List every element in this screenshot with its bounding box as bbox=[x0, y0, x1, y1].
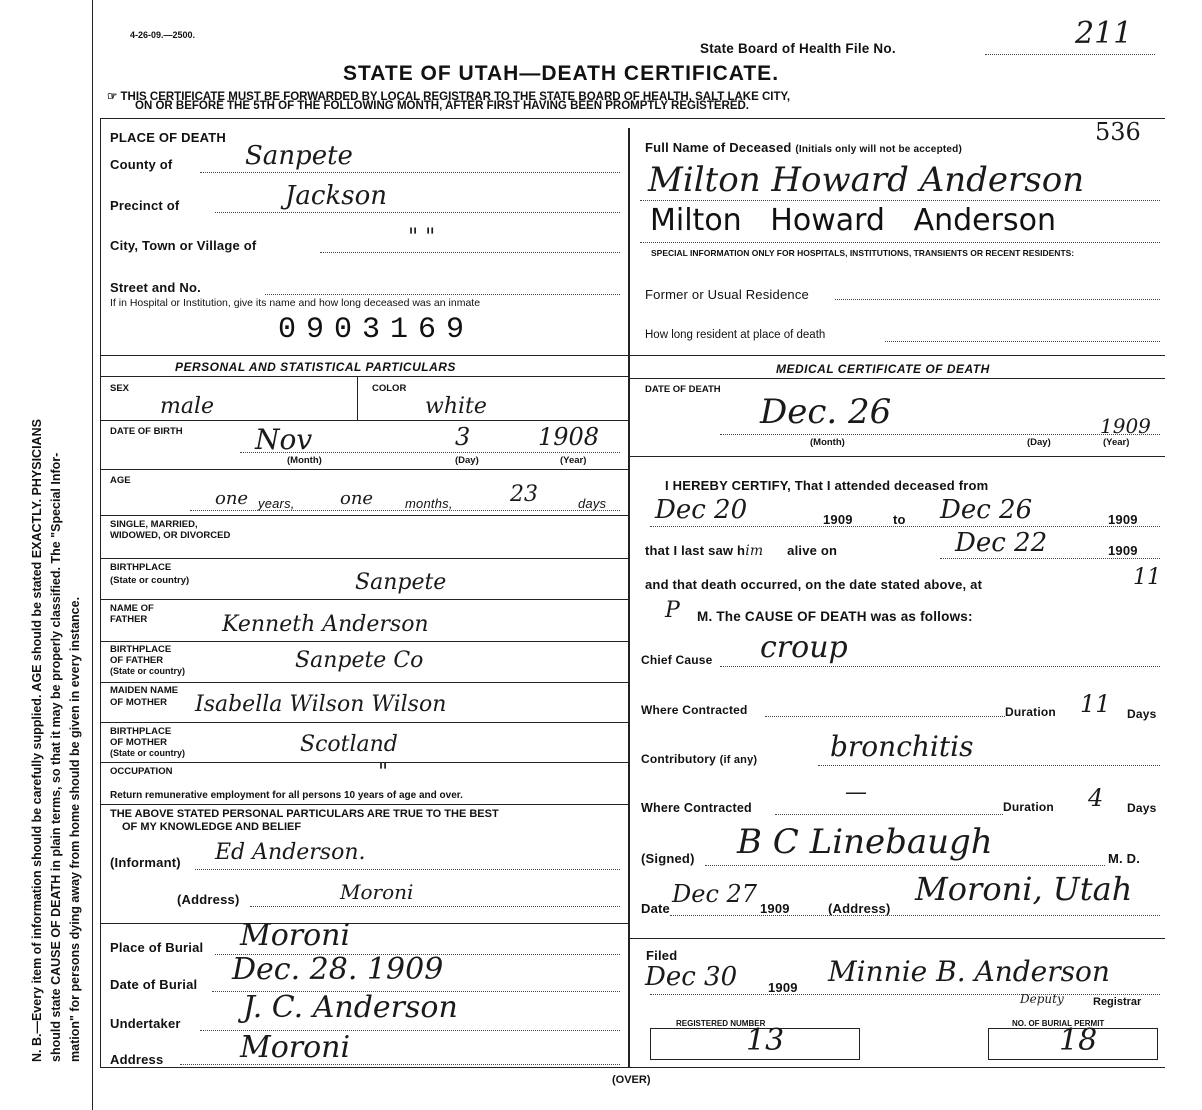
dob-year-label: (Year) bbox=[560, 455, 587, 466]
father-bp-label-3: (State or country) bbox=[110, 666, 186, 676]
contrib-duration-value: 4 bbox=[1088, 784, 1104, 812]
place-of-death-heading: PLACE OF DEATH bbox=[110, 130, 226, 145]
form-top-border bbox=[100, 118, 1165, 119]
sig-date-year: 1909 bbox=[760, 901, 790, 916]
chief-where-label: Where Contracted bbox=[641, 703, 748, 717]
informant-line bbox=[195, 869, 620, 870]
death-month-label: (Month) bbox=[810, 437, 845, 448]
instruction-line-2: ON OR BEFORE THE 5TH OF THE FOLLOWING MONTH, AFTER FIRST HAVING BEEN PROMPTLY REGISTERED. bbox=[135, 100, 749, 112]
informant-address-line bbox=[250, 906, 620, 907]
sig-date-label: Date bbox=[641, 901, 670, 916]
special-info: SPECIAL INFORMATION ONLY FOR HOSPITALS, INSTITUTIONS, TRANSIENTS OR RECENT RESIDENTS: bbox=[651, 248, 1075, 258]
contrib-label-note: (if any) bbox=[719, 754, 758, 766]
color-label: COLOR bbox=[372, 383, 407, 394]
age-line bbox=[190, 510, 620, 511]
occupation-value: " bbox=[378, 760, 389, 785]
age-bottom-line bbox=[100, 515, 628, 516]
mother-name-label-2: OF MOTHER bbox=[110, 697, 167, 708]
marital-bottom-line bbox=[100, 558, 628, 559]
burial-date-label: Date of Burial bbox=[110, 977, 198, 992]
signed-value: B C Linebaugh bbox=[737, 822, 993, 862]
dob-day-label: (Day) bbox=[455, 455, 479, 466]
contrib-where-label: Where Contracted bbox=[641, 801, 752, 815]
death-year: 1909 bbox=[1100, 414, 1151, 438]
side-note-line-3: mation" for persons dying away from home should be given in every instance. bbox=[68, 596, 82, 1062]
attest-line-2: OF MY KNOWLEDGE AND BELIEF bbox=[122, 821, 302, 833]
color-value: white bbox=[425, 394, 487, 419]
burial-place-value: Moroni bbox=[240, 918, 351, 953]
file-number: 211 bbox=[1075, 16, 1133, 51]
registrar-name: Minnie B. Anderson bbox=[828, 955, 1110, 988]
informant-value: Ed Anderson. bbox=[215, 840, 366, 865]
personal-top-line bbox=[100, 355, 628, 356]
inmate-note: If in Hospital or Institution, give its name and how long deceased was an inmate bbox=[110, 297, 481, 309]
marital-label-2: WIDOWED, OR DIVORCED bbox=[110, 530, 231, 541]
birthplace-label: BIRTHPLACE bbox=[110, 562, 172, 573]
father-bp-label-1: BIRTHPLACE bbox=[110, 644, 172, 655]
mother-bp-bottom-line bbox=[100, 762, 628, 763]
mother-name-bottom-line bbox=[100, 722, 628, 723]
sig-date-value: Dec 27 bbox=[672, 880, 758, 908]
file-number-line bbox=[985, 54, 1155, 55]
side-note-line-1: N. B.—Every item of information should be carefully supplied. AGE should be stated EXACTLY. PHYSICIANS bbox=[30, 419, 44, 1062]
dob-bottom-line bbox=[100, 469, 628, 470]
dob-month-label: (Month) bbox=[287, 455, 322, 466]
reg-number: 13 bbox=[746, 1023, 785, 1058]
father-name-bottom-line bbox=[100, 641, 628, 642]
form-left-border bbox=[100, 118, 101, 1068]
full-name-label bbox=[645, 140, 962, 155]
county-value: Sanpete bbox=[245, 141, 353, 171]
instruction-line-1-text: THIS CERTIFICATE MUST BE FORWARDED BY LOCAL REGISTRAR TO THE STATE BOARD OF HEALTH, SALT LAKE CITY, bbox=[120, 91, 791, 103]
dob-line bbox=[240, 452, 620, 453]
attest-line-1: THE ABOVE STATED PERSONAL PARTICULARS ARE TRUE TO THE BEST bbox=[110, 808, 499, 820]
full-name-script: Milton Howard Anderson bbox=[648, 160, 1085, 200]
filed-year: 1909 bbox=[768, 980, 798, 995]
signed-line bbox=[705, 865, 1105, 866]
age-months-label: months, bbox=[405, 496, 453, 511]
mother-name-value: Isabella Wilson Wilson bbox=[195, 692, 447, 717]
death-ampm: P bbox=[665, 598, 680, 623]
center-divider bbox=[628, 128, 630, 1068]
registrar-label: Registrar bbox=[1093, 996, 1142, 1008]
street-line bbox=[265, 294, 620, 295]
contrib-days-label: Days bbox=[1127, 801, 1157, 815]
occupation-label: OCCUPATION bbox=[110, 766, 173, 777]
personal-heading: PERSONAL AND STATISTICAL PARTICULARS bbox=[175, 360, 456, 374]
informant-bottom-line bbox=[100, 923, 628, 924]
dob-label: DATE OF BIRTH bbox=[110, 426, 183, 437]
birthplace-state-label: (State or country) bbox=[110, 575, 190, 586]
chief-cause-value: croup bbox=[760, 630, 848, 665]
cause-text: M. The CAUSE OF DEATH was as follows: bbox=[697, 609, 973, 624]
contrib-label-text: Contributory bbox=[641, 752, 717, 766]
full-name-label-text: Full Name of Deceased bbox=[645, 140, 792, 155]
side-note bbox=[0, 0, 82, 1110]
filed-label: Filed bbox=[646, 948, 678, 963]
undertaker-label: Undertaker bbox=[110, 1016, 181, 1031]
signed-label: (Signed) bbox=[641, 851, 695, 866]
city-value: " " bbox=[408, 225, 436, 250]
date-of-death-label: DATE OF DEATH bbox=[645, 384, 721, 395]
side-number: 536 bbox=[1095, 118, 1141, 146]
chief-cause-line bbox=[720, 666, 1160, 667]
sig-address-label: (Address) bbox=[828, 901, 891, 916]
signature-bottom-line bbox=[628, 938, 1165, 939]
death-month-day: Dec. 26 bbox=[760, 392, 892, 432]
contrib-where-line bbox=[775, 814, 1003, 815]
how-long-line bbox=[885, 341, 1160, 342]
last-saw-text: that I last saw h bbox=[645, 543, 746, 558]
father-name-label-1: NAME OF bbox=[110, 603, 154, 614]
death-date-bottom-line bbox=[628, 456, 1165, 457]
filed-date: Dec 30 bbox=[645, 962, 738, 992]
sex-label: SEX bbox=[110, 383, 130, 394]
attended-line bbox=[650, 526, 1160, 527]
full-name-line-1 bbox=[640, 200, 1160, 201]
md-label: M. D. bbox=[1108, 851, 1141, 866]
mother-bp-label-2: OF MOTHER bbox=[110, 737, 167, 748]
informant-address-value: Moroni bbox=[340, 880, 414, 904]
medical-heading-line bbox=[628, 378, 1165, 379]
precinct-line bbox=[215, 212, 620, 213]
death-date-line bbox=[720, 434, 1160, 435]
mother-bp-label-1: BIRTHPLACE bbox=[110, 726, 172, 737]
birthplace-value: Sanpete bbox=[355, 570, 447, 595]
dob-day: 3 bbox=[455, 423, 471, 451]
last-saw-pronoun: im bbox=[745, 543, 764, 559]
chief-days-label: Days bbox=[1127, 707, 1157, 721]
father-bp-bottom-line bbox=[100, 682, 628, 683]
instruction-line-1: ☞ THIS CERTIFICATE MUST BE FORWARDED BY LOCAL REGISTRAR TO THE STATE BOARD OF HEALTH, SALT LAKE CITY, bbox=[107, 91, 791, 103]
medical-top-line bbox=[628, 355, 1165, 356]
father-bp-label-2: OF FATHER bbox=[110, 655, 164, 666]
certify-text: I HEREBY CERTIFY, That I attended deceased from bbox=[665, 478, 989, 493]
dob-month: Nov bbox=[255, 423, 313, 456]
sig-address-value: Moroni, Utah bbox=[915, 870, 1133, 908]
father-name-label-2: FATHER bbox=[110, 614, 148, 625]
certificate-title: STATE OF UTAH—DEATH CERTIFICATE. bbox=[343, 62, 780, 85]
death-year-label: (Year) bbox=[1103, 437, 1130, 448]
county-label: County of bbox=[110, 157, 173, 172]
chief-where-line bbox=[765, 716, 1005, 717]
contrib-where-value: — bbox=[845, 780, 867, 805]
contrib-duration-label: Duration bbox=[1003, 800, 1054, 814]
undertaker-value: J. C. Anderson bbox=[243, 990, 458, 1025]
former-residence-line bbox=[835, 299, 1160, 300]
former-residence-label: Former or Usual Residence bbox=[645, 287, 809, 302]
how-long-label: How long resident at place of death bbox=[645, 329, 826, 341]
mother-bp-label-3: (State or country) bbox=[110, 748, 186, 758]
age-days-label: days bbox=[578, 496, 607, 511]
deputy-label: Deputy bbox=[1020, 992, 1064, 1006]
chief-duration-value: 11 bbox=[1080, 690, 1111, 718]
attended-to-label: to bbox=[893, 512, 906, 527]
age-months-value: one bbox=[340, 488, 374, 509]
city-label: City, Town or Village of bbox=[110, 238, 257, 253]
full-name-label-note: (Initials only will not be accepted) bbox=[795, 144, 963, 155]
occupation-note: Return remunerative employment for all persons 10 years of age and over. bbox=[110, 790, 463, 801]
form-bottom-border bbox=[100, 1067, 1165, 1068]
medical-heading: MEDICAL CERTIFICATE OF DEATH bbox=[776, 362, 990, 376]
attended-from-year: 1909 bbox=[823, 512, 853, 527]
sex-color-divider bbox=[357, 376, 358, 420]
alive-date: Dec 22 bbox=[955, 528, 1048, 558]
age-years-label: years, bbox=[258, 496, 295, 511]
filed-line bbox=[650, 994, 1160, 995]
age-days-value: 23 bbox=[510, 482, 538, 507]
county-line bbox=[200, 172, 620, 173]
full-name-print: Milton Howard Anderson bbox=[650, 203, 1056, 238]
side-note-line-2: should state CAUSE OF DEATH in plain terms, so that it may be properly classified. The "Special Infor- bbox=[49, 452, 63, 1062]
burial-place-label: Place of Burial bbox=[110, 940, 204, 955]
over-label: (OVER) bbox=[612, 1074, 651, 1086]
form-code: 4-26-09.—2500. bbox=[130, 30, 196, 40]
age-years-value: one bbox=[215, 488, 249, 509]
occurred-text: and that death occurred, on the date stated above, at bbox=[645, 577, 983, 592]
contrib-value: bronchitis bbox=[830, 730, 974, 763]
permit-number: 18 bbox=[1059, 1023, 1098, 1058]
informant-address-label: (Address) bbox=[177, 892, 240, 907]
sig-date-line bbox=[670, 915, 1160, 916]
mother-bp-value: Scotland bbox=[300, 732, 398, 757]
alive-line bbox=[940, 558, 1160, 559]
street-label: Street and No. bbox=[110, 280, 201, 295]
alive-year: 1909 bbox=[1108, 543, 1138, 558]
permit-label: NO. OF BURIAL PERMIT bbox=[1012, 1019, 1105, 1028]
undertaker-address-value: Moroni bbox=[240, 1030, 351, 1065]
stamp-number: 0903169 bbox=[278, 313, 475, 347]
last-saw-label bbox=[645, 543, 837, 559]
age-label: AGE bbox=[110, 475, 131, 486]
sex-value: male bbox=[160, 394, 215, 419]
full-name-line-2 bbox=[640, 242, 1160, 243]
personal-heading-line bbox=[100, 376, 628, 377]
alive-on-label: alive on bbox=[787, 543, 838, 558]
father-bp-value: Sanpete Co bbox=[295, 648, 424, 673]
undertaker-address-label: Address bbox=[110, 1052, 164, 1067]
occupation-bottom-line bbox=[100, 804, 628, 805]
marital-label-1: SINGLE, MARRIED, bbox=[110, 519, 198, 530]
file-number-label: State Board of Health File No. bbox=[700, 41, 896, 56]
contrib-label bbox=[641, 752, 757, 766]
contrib-line bbox=[818, 765, 1160, 766]
city-line bbox=[320, 252, 620, 253]
left-border bbox=[92, 0, 93, 1110]
father-name-value: Kenneth Anderson bbox=[222, 612, 429, 637]
mother-name-label-1: MAIDEN NAME bbox=[110, 685, 179, 696]
death-day-label: (Day) bbox=[1027, 437, 1051, 448]
death-hour: 11 bbox=[1133, 565, 1161, 590]
attended-to: Dec 26 bbox=[940, 495, 1033, 525]
chief-cause-label: Chief Cause bbox=[641, 653, 713, 667]
burial-date-value: Dec. 28. 1909 bbox=[232, 952, 444, 987]
informant-label: (Informant) bbox=[110, 855, 181, 870]
reg-number-label: REGISTERED NUMBER bbox=[676, 1019, 766, 1028]
attended-from: Dec 20 bbox=[655, 495, 748, 525]
chief-duration-label: Duration bbox=[1005, 705, 1056, 719]
sex-bottom-line bbox=[100, 420, 628, 421]
precinct-label: Precinct of bbox=[110, 198, 180, 213]
dob-year: 1908 bbox=[538, 423, 600, 451]
precinct-value: Jackson bbox=[285, 181, 387, 211]
birthplace-bottom-line bbox=[100, 599, 628, 600]
attended-to-year: 1909 bbox=[1108, 512, 1138, 527]
